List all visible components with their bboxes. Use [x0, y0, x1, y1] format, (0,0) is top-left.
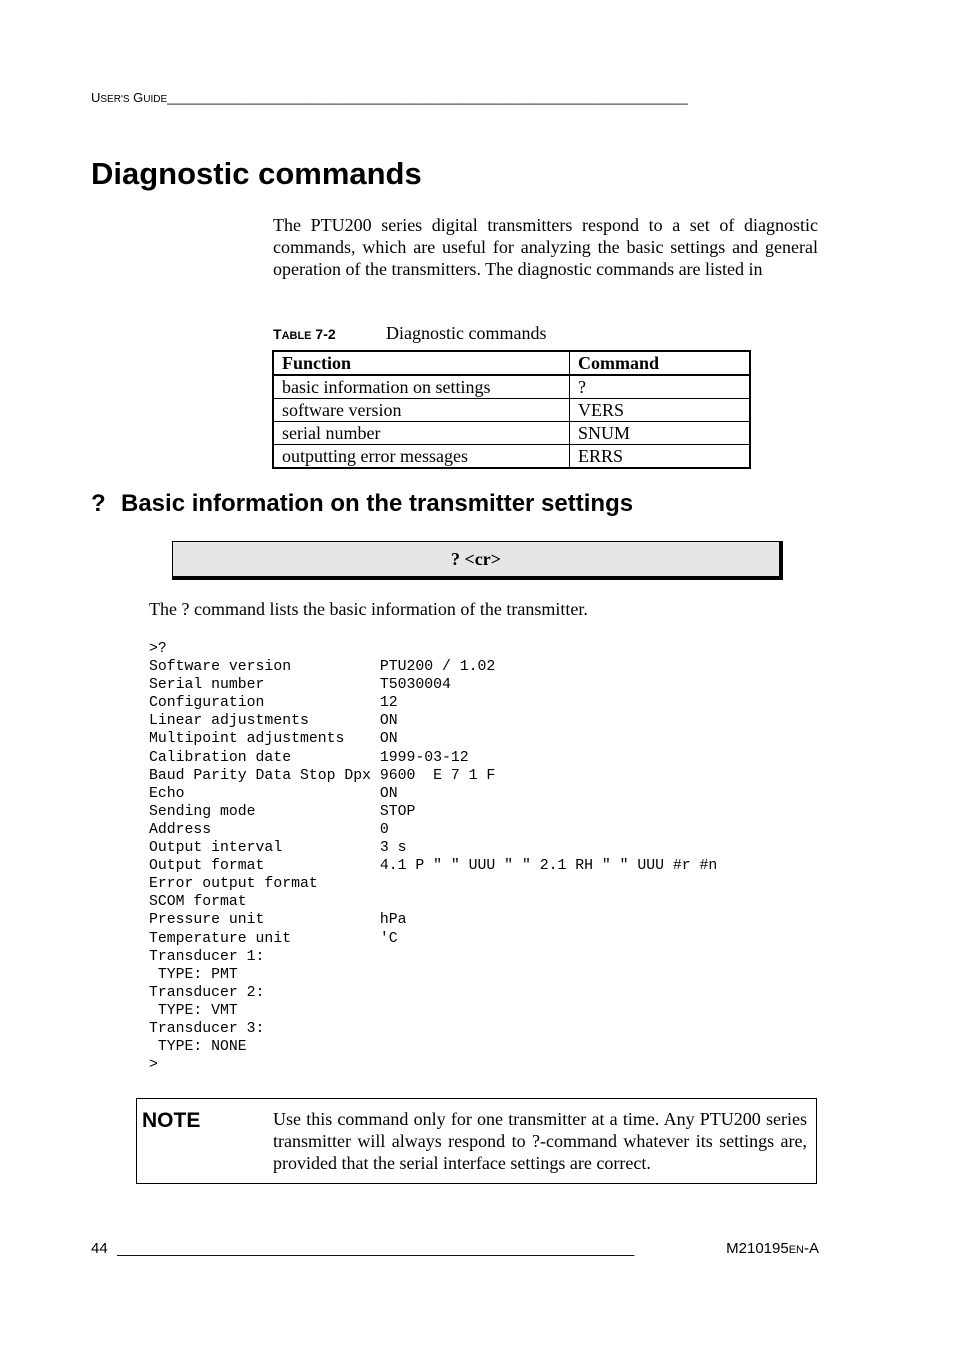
document-code-lang: EN	[788, 1244, 804, 1256]
table-cell-command: ERRS	[570, 445, 751, 469]
code-line: TYPE: PMT	[149, 966, 238, 983]
table-cell-function: basic information on settings	[273, 375, 570, 399]
table-caption-label-able: ABLE	[281, 330, 312, 342]
table-cell-function: software version	[273, 399, 570, 422]
table-cell-function: outputting error messages	[273, 445, 570, 469]
diagnostic-commands-table	[272, 350, 751, 469]
table-header-row	[273, 351, 750, 375]
table-cell-command: VERS	[570, 399, 751, 422]
command-syntax-box: ? <cr>	[172, 541, 783, 580]
code-line: TYPE: NONE	[149, 1039, 247, 1056]
code-line: Multipoint adjustments ON	[149, 731, 398, 748]
page-footer	[91, 1240, 819, 1257]
document-code-suffix: -A	[804, 1240, 819, 1257]
table-row	[273, 422, 750, 445]
table-cell-command: ?	[570, 375, 751, 399]
page-title: Diagnostic commands	[91, 156, 422, 191]
table-row	[273, 399, 750, 422]
code-line: SCOM format	[149, 894, 247, 911]
code-line: Baud Parity Data Stop Dpx 9600 E 7 1 F	[149, 767, 496, 784]
section-heading-marker: ?	[91, 490, 106, 517]
code-line: Output interval 3 s	[149, 840, 407, 857]
table-caption-text: Diagnostic commands	[386, 323, 547, 343]
running-header	[91, 90, 817, 105]
table-cell-command: SNUM	[570, 422, 751, 445]
code-line: Configuration 12	[149, 695, 398, 712]
intro-paragraph: The PTU200 series digital transmitters respond to a set of diagnostic commands, which are useful for analyzing the basic settings and general operation of the transmitters. The diagnostic commands are listed in	[273, 215, 818, 279]
header-rule: ________________________________________________________________________	[167, 90, 688, 105]
note-box	[136, 1098, 817, 1184]
table-caption-label-num: 7-2	[315, 326, 336, 342]
page-number: 44	[91, 1240, 108, 1257]
document-code-main: M210195	[726, 1240, 789, 1257]
header-guide-g: G	[133, 90, 144, 105]
table-header-command: Command	[570, 351, 751, 375]
code-line: Sending mode STOP	[149, 803, 416, 820]
code-line: >?	[149, 641, 167, 657]
code-line: Transducer 1:	[149, 948, 265, 965]
note-text: Use this command only for one transmitter at a time. Any PTU200 series transmitter will always respond to ?-command whatever its settings are, provided that the serial interface settings are correct.	[273, 1109, 807, 1173]
section-heading	[91, 490, 633, 518]
header-guide-uide: UIDE	[143, 94, 168, 105]
code-line: Software version PTU200 / 1.02	[149, 659, 496, 676]
code-line: Echo ON	[149, 785, 398, 802]
table-header-function: Function	[273, 351, 570, 375]
section-description: The ? command lists the basic information of the transmitter.	[149, 599, 588, 619]
document-code	[726, 1240, 819, 1257]
code-line: TYPE: VMT	[149, 1002, 238, 1019]
table-caption-label	[273, 326, 386, 342]
header-guide-u: U	[91, 90, 101, 105]
code-line: Transducer 3:	[149, 1020, 265, 1037]
footer-rule: ______________________________________________________________	[117, 1240, 635, 1257]
code-line: Serial number T5030004	[149, 677, 451, 694]
code-line: Calibration date 1999-03-12	[149, 749, 469, 766]
table-caption	[273, 323, 753, 344]
table-caption-label-t: T	[273, 326, 282, 342]
code-line: Pressure unit hPa	[149, 912, 407, 929]
section-heading-text: Basic information on the transmitter settings	[121, 490, 634, 517]
note-label: NOTE	[142, 1109, 201, 1132]
command-output-listing	[149, 640, 717, 1074]
header-guide-sers: SER'S	[100, 94, 130, 105]
code-line: Error output format	[149, 876, 318, 893]
table-row	[273, 445, 750, 469]
code-line: Address 0	[149, 821, 389, 838]
code-line: Transducer 2:	[149, 984, 265, 1001]
table-row	[273, 375, 750, 399]
table-cell-function: serial number	[273, 422, 570, 445]
code-line: Output format 4.1 P " " UUU " " 2.1 RH " " UUU #r #n	[149, 858, 718, 875]
code-line: Linear adjustments ON	[149, 713, 398, 730]
code-line: Temperature unit 'C	[149, 930, 398, 947]
code-line: >	[149, 1057, 158, 1074]
